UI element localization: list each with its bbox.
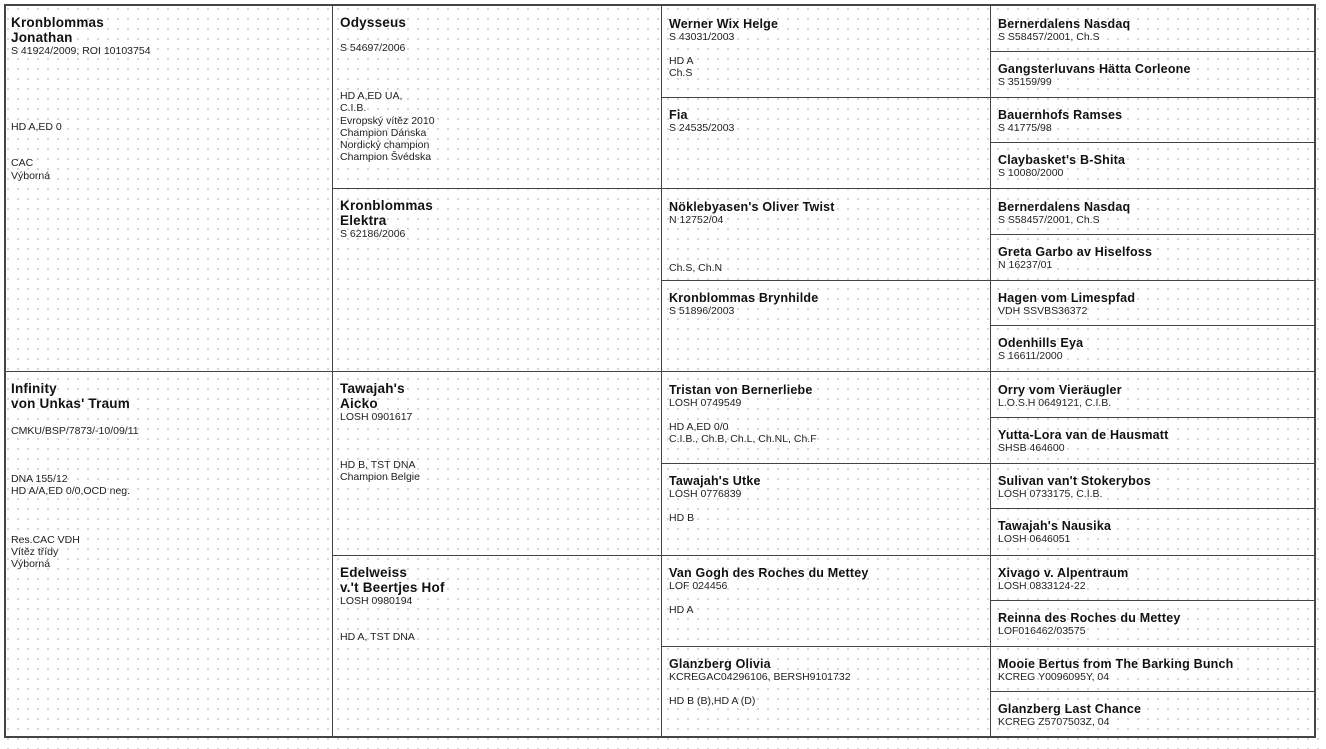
- dog-name: Xivago v. Alpentraum: [998, 566, 1129, 580]
- row-divider: [990, 508, 1316, 509]
- registration-number: LOSH 0833124-22: [998, 580, 1086, 592]
- dog-name: Tawajah's Utke: [669, 474, 761, 488]
- dog-name: Odenhills Eya: [998, 336, 1084, 350]
- info-line: C.I.B.: [340, 102, 367, 115]
- ancestor-cell: [991, 425, 1316, 454]
- ancestor-cell: [991, 516, 1316, 545]
- info-line: Champion Dánska: [340, 126, 427, 139]
- sire-name: Kronblommas: [11, 15, 104, 30]
- dog-name: Orry vom Vieräugler: [998, 383, 1122, 397]
- dog-name: Glanzberg Last Chance: [998, 702, 1142, 716]
- registration-number: S 16611/2000: [998, 350, 1063, 362]
- registration-number: N 12752/04: [669, 214, 724, 226]
- registration-number: KCREGAC04296106, BERSH9101732: [669, 671, 851, 683]
- great-grandparent-cell: [662, 563, 990, 616]
- dog-name: Werner Wix Helge: [669, 17, 779, 31]
- registration-number: LOF 024456: [669, 580, 728, 592]
- registration-number: S 41775/98: [998, 122, 1052, 134]
- row-divider: [661, 646, 1316, 647]
- great-grandparent-cell: [662, 380, 990, 446]
- ancestor-cell: [991, 288, 1316, 317]
- registration-number: N 16237/01: [998, 259, 1053, 271]
- dog-name: Bernerdalens Nasdaq: [998, 200, 1131, 214]
- dog-name: Mooie Bertus from The Barking Bunch: [998, 657, 1234, 671]
- dog-name: Kronblommas Brynhilde: [669, 291, 819, 305]
- registration-number: LOSH 0749549: [669, 397, 742, 409]
- info-line: HD B (B),HD A (D): [669, 695, 756, 708]
- dog-name: Tristan von Bernerliebe: [669, 383, 813, 397]
- sire-cell: [4, 12, 332, 182]
- dog-name: Glanzberg Olivia: [669, 657, 771, 671]
- info-line: HD B, TST DNA: [340, 459, 416, 472]
- info-line: C.I.B., Ch.B, Ch.L, Ch.NL, Ch.F: [669, 433, 817, 446]
- ancestor-cell: [991, 59, 1316, 88]
- registration-number: LOF016462/03575: [998, 625, 1086, 637]
- show-title: Výborná: [11, 169, 51, 182]
- info-line: HD A, TST DNA: [340, 631, 415, 644]
- grandparent-cell: [333, 562, 661, 643]
- ancestor-cell: [991, 699, 1316, 728]
- great-grandparent-cell: [662, 471, 990, 524]
- registration-number: S 35159/99: [998, 76, 1052, 88]
- health-results: HD A,ED 0: [11, 121, 62, 134]
- info-line: Ch.S, Ch.N: [669, 262, 723, 275]
- show-title: Vítěz třídy: [11, 545, 59, 558]
- registration-number: LOSH 0980194: [340, 595, 413, 607]
- show-title: Výborná: [11, 558, 51, 571]
- dam-name: Infinity: [11, 381, 57, 396]
- row-divider: [661, 463, 1316, 464]
- row-divider: [4, 371, 1316, 372]
- row-divider: [990, 142, 1316, 143]
- great-grandparent-cell: [662, 654, 990, 707]
- dog-name: Claybasket's B-Shita: [998, 153, 1126, 167]
- registration-number: VDH SSVBS36372: [998, 305, 1088, 317]
- info-line: Champion Švédska: [340, 151, 432, 164]
- ancestor-cell: [991, 333, 1316, 362]
- info-line: HD A,ED 0/0: [669, 421, 729, 434]
- info-line: Evropský vítěz 2010: [340, 114, 435, 127]
- row-divider: [990, 691, 1316, 692]
- ancestor-cell: [991, 242, 1316, 271]
- dog-name: Tawajah's: [340, 381, 405, 396]
- registration-number: CMKU/BSP/7873/-10/09/11: [11, 425, 139, 437]
- registration-number: LOSH 0733175, C.I.B.: [998, 488, 1103, 500]
- registration-number: S 10080/2000: [998, 167, 1064, 179]
- dog-name: Hagen vom Limespfad: [998, 291, 1136, 305]
- ancestor-cell: [991, 608, 1316, 637]
- dog-name: Aicko: [340, 396, 378, 411]
- dog-name: Greta Garbo av Hiselfoss: [998, 245, 1153, 259]
- grandparent-cell: [333, 12, 661, 163]
- ancestor-cell: [991, 654, 1316, 683]
- registration-number: KCREG Y0096095Y, 04: [998, 671, 1110, 683]
- info-line: Ch.S: [669, 67, 693, 80]
- dog-name: Van Gogh des Roches du Mettey: [669, 566, 869, 580]
- registration-number: S 54697/2006: [340, 42, 406, 54]
- great-grandparent-cell: [662, 197, 990, 274]
- info-line: HD A: [669, 604, 694, 617]
- registration-number: S S58457/2001, Ch.S: [998, 31, 1100, 43]
- show-title: Res.CAC VDH: [11, 533, 80, 546]
- row-divider: [332, 555, 1316, 556]
- row-divider: [990, 600, 1316, 601]
- info-line: HD A,ED UA,: [340, 90, 403, 103]
- info-line: Champion Belgie: [340, 471, 420, 484]
- ancestor-cell: [991, 471, 1316, 500]
- row-divider: [990, 51, 1316, 52]
- info-line: HD A: [669, 55, 694, 68]
- sire-name: Jonathan: [11, 30, 73, 45]
- dog-name: v.'t Beertjes Hof: [340, 580, 445, 595]
- ancestor-cell: [991, 105, 1316, 134]
- dog-name: Tawajah's Nausika: [998, 519, 1112, 533]
- dam-cell: [4, 378, 332, 570]
- info-line: HD B: [669, 512, 695, 525]
- dog-name: Kronblommas: [340, 198, 433, 213]
- ancestor-cell: [991, 380, 1316, 409]
- grandparent-cell: [333, 195, 661, 240]
- dog-name: Fia: [669, 108, 688, 122]
- registration-number: L.O.S.H 0649121, C.I.B.: [998, 397, 1112, 409]
- row-divider: [661, 97, 1316, 98]
- dog-name: Nöklebyasen's Oliver Twist: [669, 200, 835, 214]
- ancestor-cell: [991, 197, 1316, 226]
- health-results: DNA 155/12: [11, 473, 68, 486]
- dog-name: Reinna des Roches du Mettey: [998, 611, 1181, 625]
- registration-number: LOSH 0901617: [340, 411, 413, 423]
- registration-number: S 51896/2003: [669, 305, 735, 317]
- show-title: CAC: [11, 157, 34, 170]
- registration-number: S 43031/2003: [669, 31, 735, 43]
- ancestor-cell: [991, 150, 1316, 179]
- health-results: HD A/A,ED 0/0,OCD neg.: [11, 485, 131, 498]
- dam-name: von Unkas' Traum: [11, 396, 130, 411]
- registration-number: KCREG Z5707503Z, 04: [998, 716, 1110, 728]
- row-divider: [661, 280, 1316, 281]
- great-grandparent-cell: [662, 105, 990, 134]
- row-divider: [990, 417, 1316, 418]
- registration-number: S 62186/2006: [340, 228, 406, 240]
- row-divider: [332, 188, 1316, 189]
- dog-name: Sulivan van't Stokerybos: [998, 474, 1151, 488]
- registration-number: SHSB 464600: [998, 442, 1065, 454]
- info-line: Nordický champion: [340, 139, 430, 152]
- dog-name: Gangsterluvans Hätta Corleone: [998, 62, 1191, 76]
- dog-name: Bernerdalens Nasdaq: [998, 17, 1131, 31]
- row-divider: [990, 234, 1316, 235]
- dog-name: Elektra: [340, 213, 387, 228]
- registration-number: S 41924/2009, ROI 10103754: [11, 45, 151, 57]
- registration-number: S 24535/2003: [669, 122, 735, 134]
- dog-name: Odysseus: [340, 15, 407, 30]
- great-grandparent-cell: [662, 288, 990, 317]
- registration-number: LOSH 0776839: [669, 488, 742, 500]
- registration-number: S S58457/2001, Ch.S: [998, 214, 1100, 226]
- registration-number: LOSH 0646051: [998, 533, 1071, 545]
- grandparent-cell: [333, 378, 661, 484]
- great-grandparent-cell: [662, 14, 990, 80]
- dog-name: Edelweiss: [340, 565, 408, 580]
- ancestor-cell: [991, 14, 1316, 43]
- row-divider: [990, 325, 1316, 326]
- dog-name: Yutta-Lora van de Hausmatt: [998, 428, 1169, 442]
- ancestor-cell: [991, 563, 1316, 592]
- dog-name: Bauernhofs Ramses: [998, 108, 1123, 122]
